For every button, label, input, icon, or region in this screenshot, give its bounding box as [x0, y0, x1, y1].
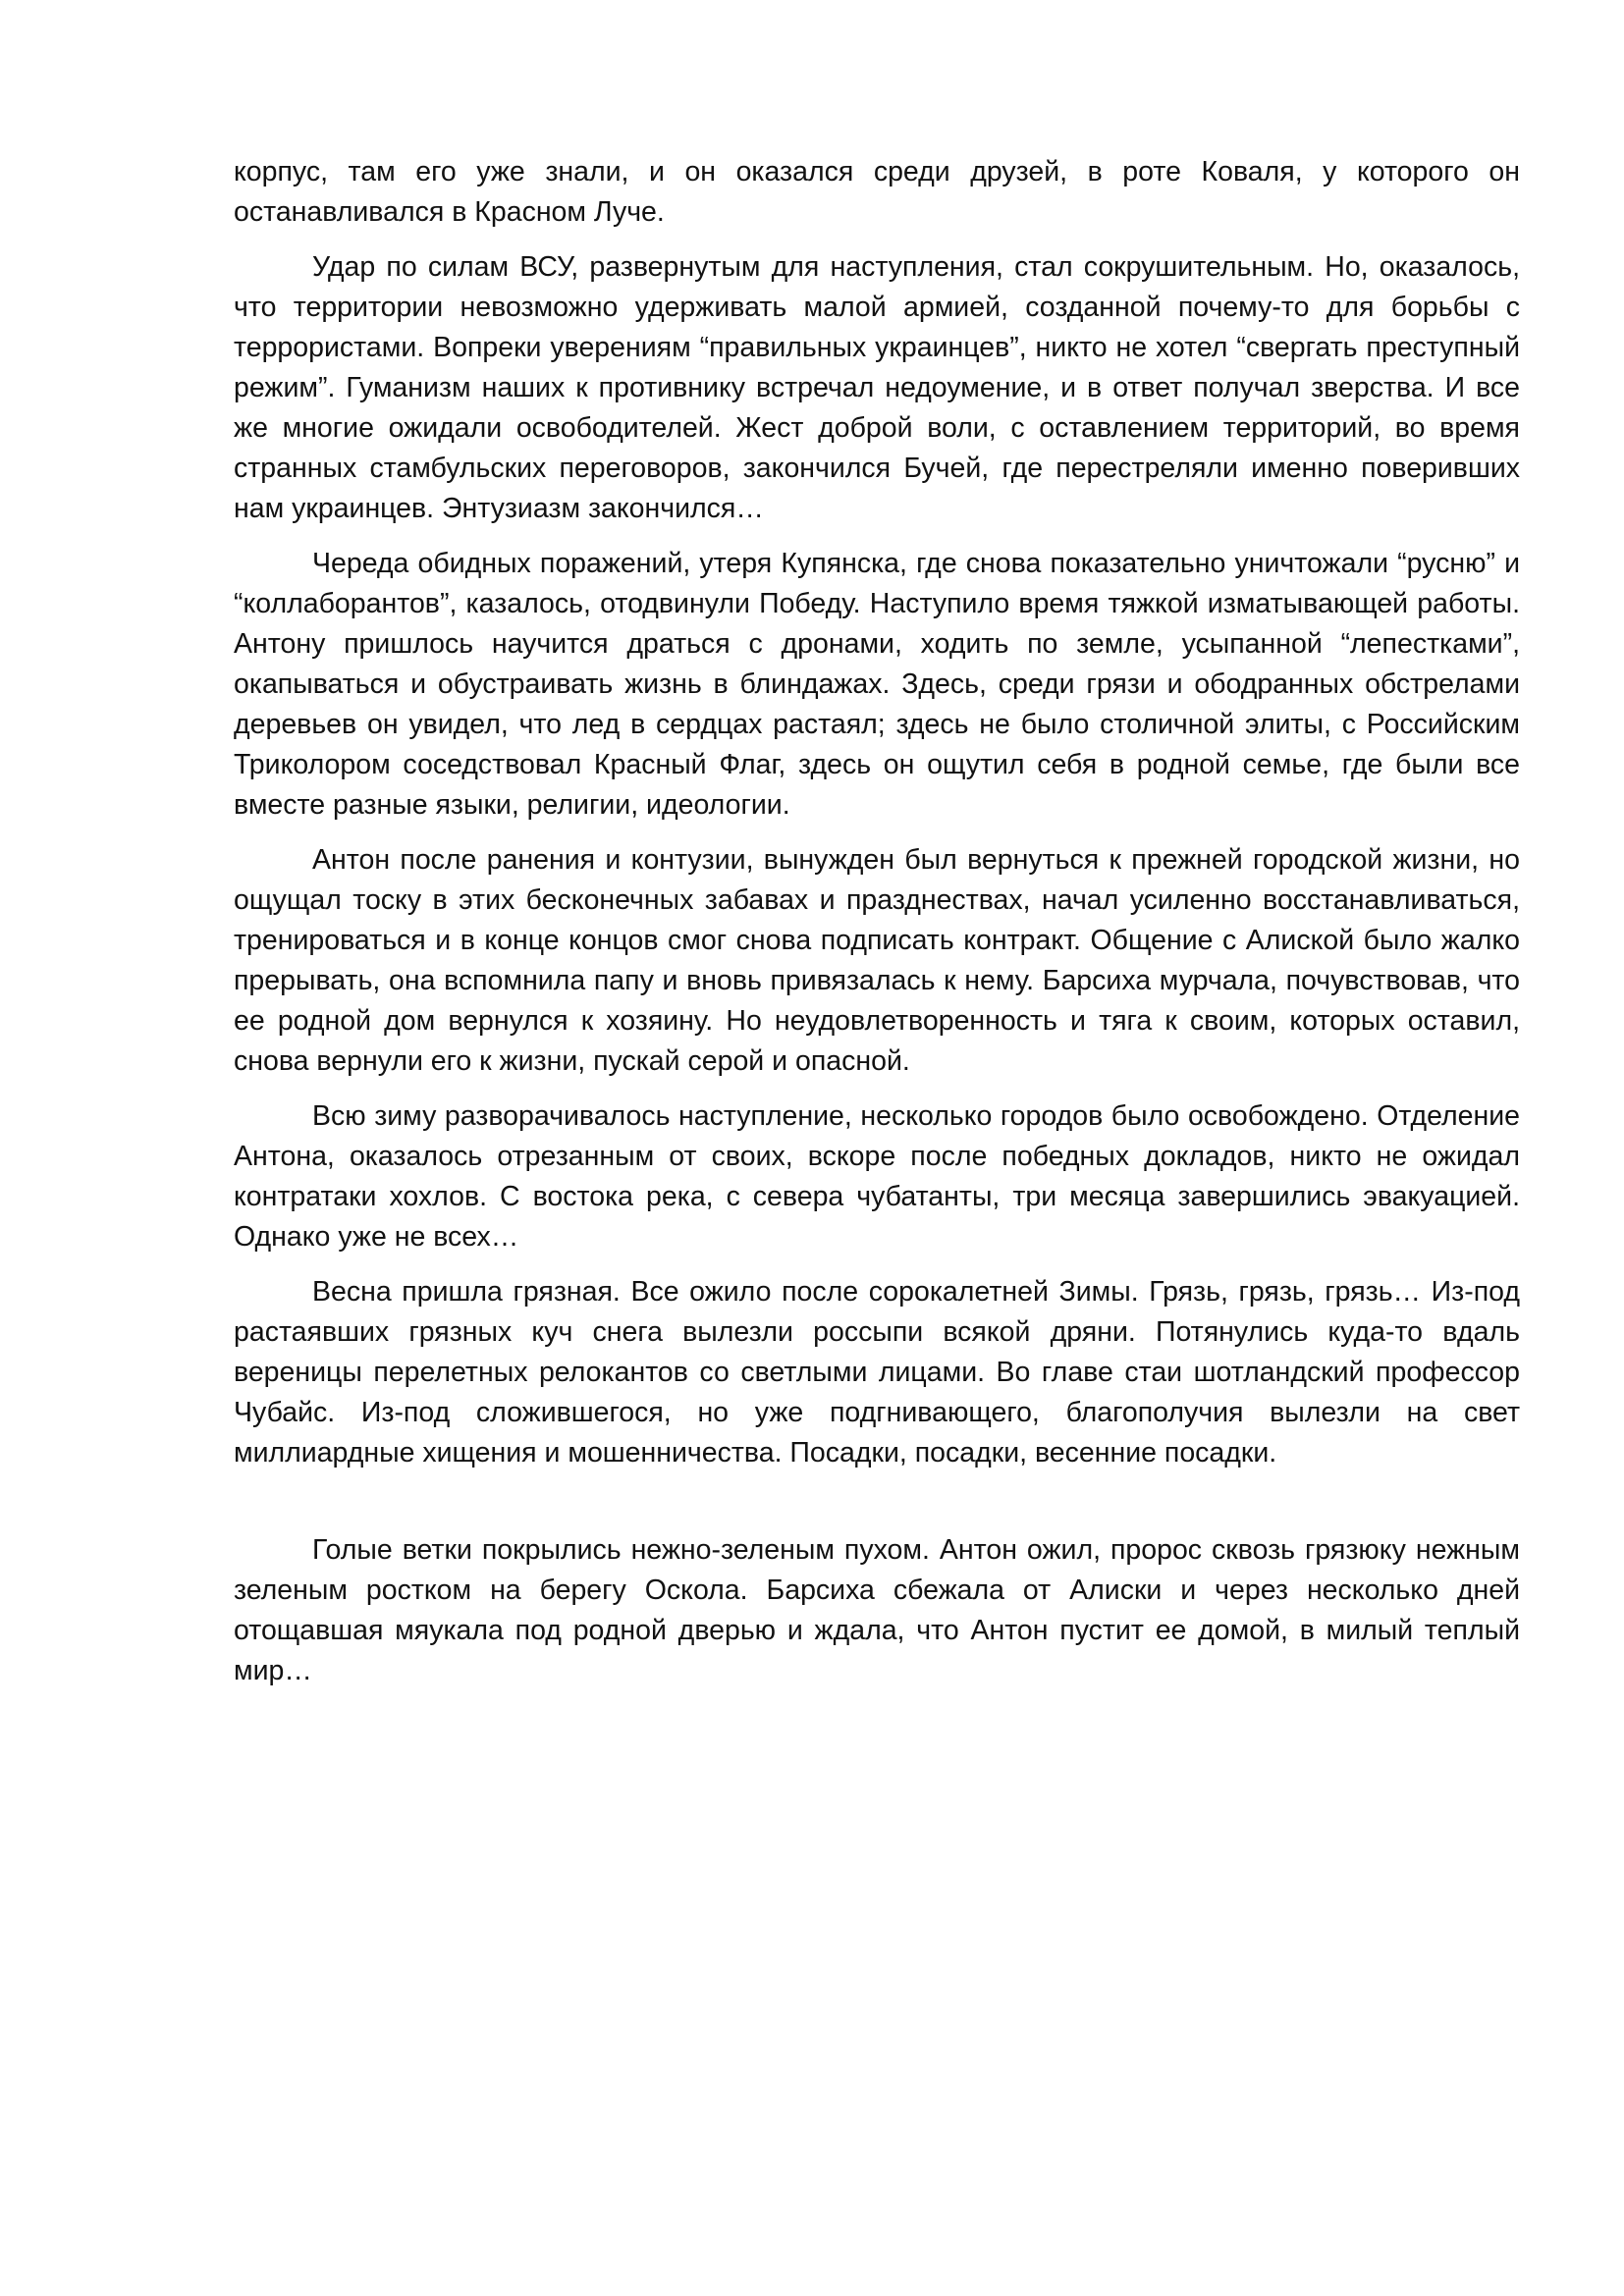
paragraph-5: Всю зиму разворачивалось наступление, несколько городов было освобождено. Отделение Антона, оказалось отрезанным от своих, вскоре после победных докладов, никто не ожидал контратаки хохлов. С востока река, с севера чубатанты, три месяца завершились эвакуацией. Однако уже не всех…: [234, 1100, 1520, 1253]
paragraph-1: корпус, там его уже знали, и он оказался среди друзей, в роте Коваля, у которого он останавливался в Красном Луче.: [234, 156, 1520, 228]
paragraph-2: Удар по силам ВСУ, развернутым для наступления, стал сокрушительным. Но, оказалось, что территории невозможно удерживать малой армией, созданной почему-то для борьбы с террористами. Вопреки уверениям “правильных украинцев”, никто не хотел “свергать преступный режим”. Гуманизм наших к противнику встречал недоумение, и в ответ получал зверства. И все же многие ожидали освободителей. Жест доброй воли, с оставлением территорий, во время странных стамбульских переговоров, закончился Бучей, где перестреляли именно поверивших нам украинцев. Энтузиазм закончился…: [234, 251, 1520, 524]
paragraph-7: Голые ветки покрылись нежно-зеленым пухом. Антон ожил, пророс сквозь грязюку нежным зеленым ростком на берегу Оскола. Барсиха сбежала от Алиски и через несколько дней отощавшая мяукала под родной дверью и ждала, что Антон пустит ее домой, в милый теплый мир…: [234, 1534, 1520, 1686]
paragraph-3: Череда обидных поражений, утеря Купянска, где снова показательно уничтожали “русню” и “коллаборантов”, казалось, отодвинули Победу. Наступило время тяжкой изматывающей работы. Антону пришлось научится драться с дронами, ходить по земле, усыпанной “лепестками”, окапываться и обустраивать жизнь в блиндажах. Здесь, среди грязи и ободранных обстрелами деревьев он увидел, что лед в сердцах растаял; здесь не было столичной элиты, с Российским Триколором соседствовал Красный Флаг, здесь он ощутил себя в родной семье, где были все вместе разные языки, религии, идеологии.: [234, 548, 1520, 821]
document-body: [234, 152, 1520, 1706]
paragraph-6: Весна пришла грязная. Все ожило после сорокалетней Зимы. Грязь, грязь, грязь… Из-под растаявших грязных куч снега вылезли россыпи всякой дряни. Потянулись куда-то вдаль вереницы перелетных релокантов со светлыми лицами. Во главе стаи шотландский профессор Чубайс. Из-под сложившегося, но уже подгнивающего, благополучия вылезли на свет миллиардные хищения и мошенничества. Посадки, посадки, весенние посадки.: [234, 1276, 1520, 1468]
paragraph-4: Антон после ранения и контузии, вынужден был вернуться к прежней городской жизни, но ощущал тоску в этих бесконечных забавах и празднествах, начал усиленно восстанавливаться, тренироваться и в конце концов смог снова подписать контракт. Общение с Алиской было жалко прерывать, она вспомнила папу и вновь привязалась к нему. Барсиха мурчала, почувствовав, что ее родной дом вернулся к хозяину. Но неудовлетворенность и тяга к своим, которых оставил, снова вернули его к жизни, пускай серой и опасной.: [234, 844, 1520, 1077]
